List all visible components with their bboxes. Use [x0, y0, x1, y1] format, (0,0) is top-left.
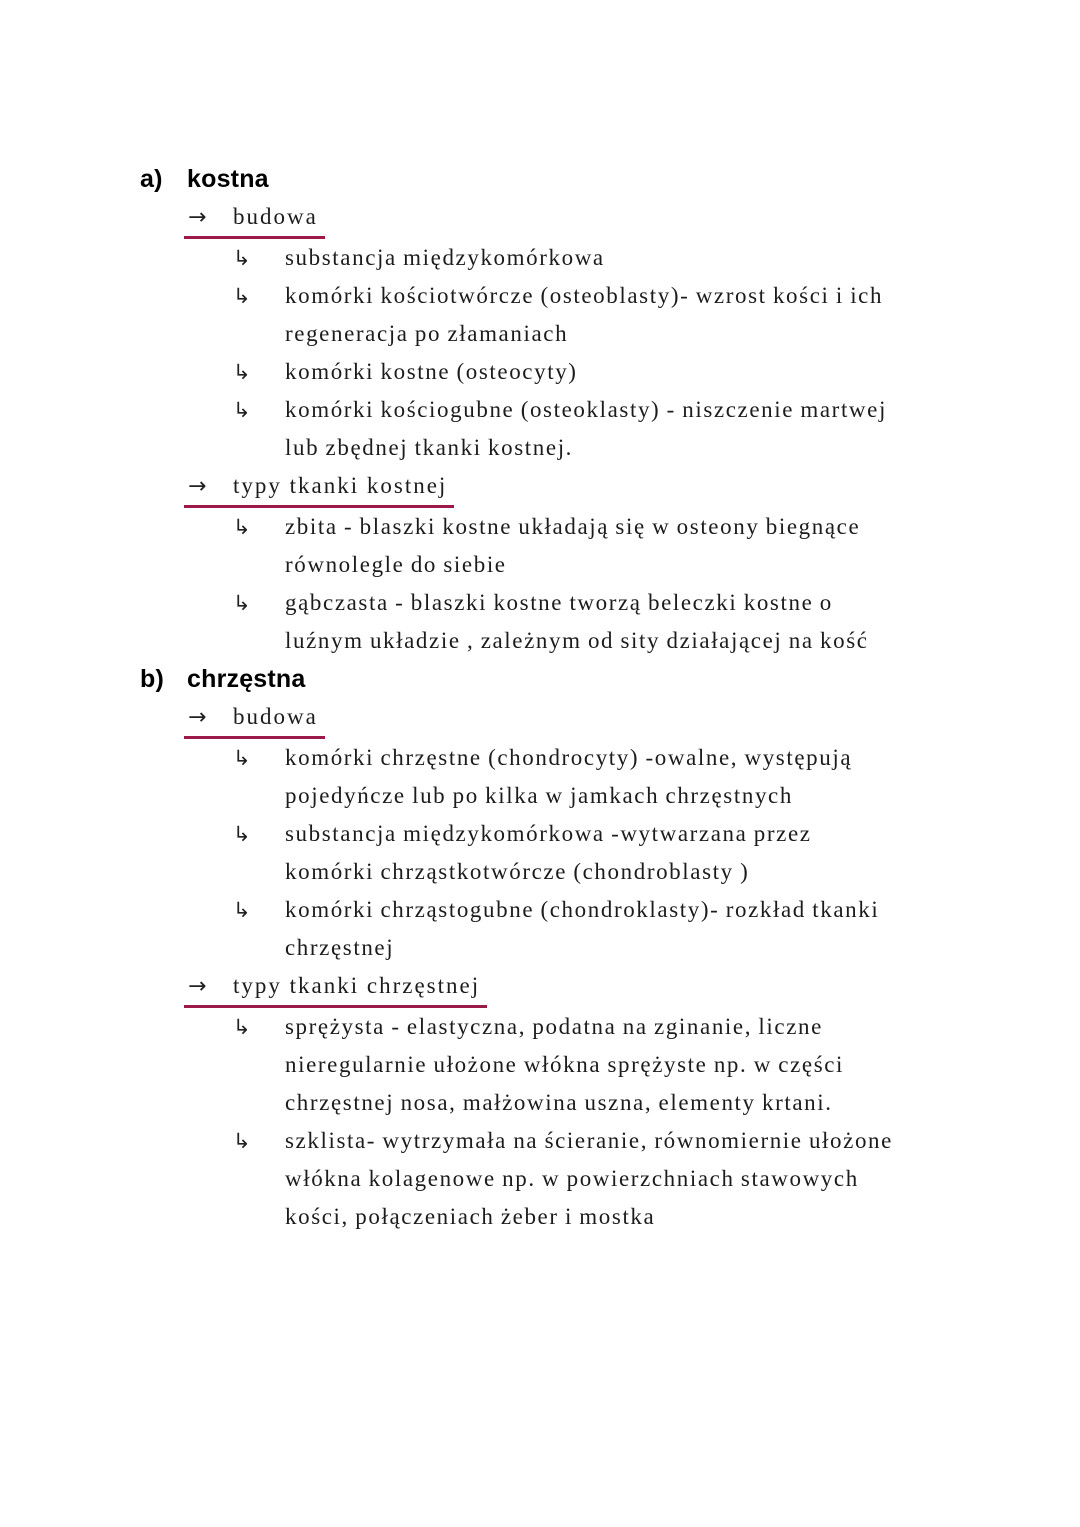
right-arrow-icon: → — [188, 474, 207, 499]
list-item — [233, 239, 1080, 277]
branch-arrow-icon: ↳ — [233, 746, 251, 770]
right-arrow-icon: → — [188, 705, 207, 730]
subsection-heading — [188, 198, 1080, 239]
list-item — [233, 739, 1080, 815]
section-heading — [140, 660, 1080, 698]
right-arrow-icon: → — [188, 205, 207, 230]
underlined-heading — [184, 200, 325, 239]
list-item-line: chrzęstnej nosa, małżowina uszna, elementy krtani. — [285, 1090, 833, 1115]
list-item — [233, 891, 1080, 967]
branch-arrow-icon: ↳ — [233, 398, 251, 422]
list-item — [233, 277, 1080, 353]
list-item-line: komórki kościotwórcze (osteoblasty)- wzrost kości i ich — [285, 283, 884, 308]
list-item-line: komórki chrząstogubne (chondroklasty)- rozkład tkanki — [285, 897, 880, 922]
section-title: chrzęstna — [187, 665, 306, 693]
section-kostna — [140, 160, 1080, 660]
list-item-line: komórki kościogubne (osteoklasty) - niszczenie martwej — [285, 397, 887, 422]
list-item-line: szklista- wytrzymała na ścieranie, równomiernie ułożone — [285, 1128, 893, 1153]
list-item-line: komórki kostne (osteocyty) — [285, 359, 578, 384]
branch-arrow-icon: ↳ — [233, 1015, 251, 1039]
list-item — [233, 353, 1080, 391]
list-item-line: sprężysta - elastyczna, podatna na zginanie, liczne — [285, 1014, 823, 1039]
list-item-line: pojedyńcze lub po kilka w jamkach chrzęstnych — [285, 783, 793, 808]
section-marker: a) — [140, 165, 163, 193]
branch-arrow-icon: ↳ — [233, 515, 251, 539]
section-marker: b) — [140, 665, 164, 693]
subsection-heading — [188, 698, 1080, 739]
branch-arrow-icon: ↳ — [233, 591, 251, 615]
subsection-heading — [188, 467, 1080, 508]
subsection-heading — [188, 967, 1080, 1008]
underlined-heading — [184, 969, 487, 1008]
branch-arrow-icon: ↳ — [233, 360, 251, 384]
underlined-heading — [184, 469, 454, 508]
subsection-heading-label: budowa — [233, 204, 318, 229]
list-item — [233, 508, 1080, 584]
list-item — [233, 584, 1080, 660]
section-chrzestna — [140, 660, 1080, 1236]
list-item-line: luźnym układzie , zależnym od sity działającej na kość — [285, 628, 869, 653]
list-item-line: substancja międzykomórkowa — [285, 245, 605, 270]
subsection-heading-label: typy tkanki chrzęstnej — [233, 973, 481, 998]
underlined-heading — [184, 700, 325, 739]
list-item-line: włókna kolagenowe np. w powierzchniach stawowych — [285, 1166, 859, 1191]
list-item-line: lub zbędnej tkanki kostnej. — [285, 435, 574, 460]
list-item-line: substancja międzykomórkowa -wytwarzana przez — [285, 821, 812, 846]
branch-arrow-icon: ↳ — [233, 898, 251, 922]
right-arrow-icon: → — [188, 974, 207, 999]
branch-arrow-icon: ↳ — [233, 284, 251, 308]
list-item — [233, 1122, 1080, 1236]
subsection-heading-label: budowa — [233, 704, 318, 729]
list-item-line: regeneracja po złamaniach — [285, 321, 569, 346]
list-item-line: gąbczasta - blaszki kostne tworzą beleczki kostne o — [285, 590, 833, 615]
branch-arrow-icon: ↳ — [233, 822, 251, 846]
list-item — [233, 1008, 1080, 1122]
section-heading — [140, 160, 1080, 198]
branch-arrow-icon: ↳ — [233, 246, 251, 270]
branch-arrow-icon: ↳ — [233, 1129, 251, 1153]
list-item-line: komórki chrzęstne (chondrocyty) -owalne, występują — [285, 745, 853, 770]
list-item-line: komórki chrząstkotwórcze (chondroblasty ) — [285, 859, 750, 884]
list-item — [233, 391, 1080, 467]
subsection-heading-label: typy tkanki kostnej — [233, 473, 448, 498]
list-item — [233, 815, 1080, 891]
list-item-line: równolegle do siebie — [285, 552, 507, 577]
list-item-line: nieregularnie ułożone włókna sprężyste np. w części — [285, 1052, 845, 1077]
section-title: kostna — [187, 165, 269, 193]
list-item-line: zbita - blaszki kostne układają się w osteony biegnące — [285, 514, 861, 539]
list-item-line: kości, połączeniach żeber i mostka — [285, 1204, 656, 1229]
list-item-line: chrzęstnej — [285, 935, 395, 960]
